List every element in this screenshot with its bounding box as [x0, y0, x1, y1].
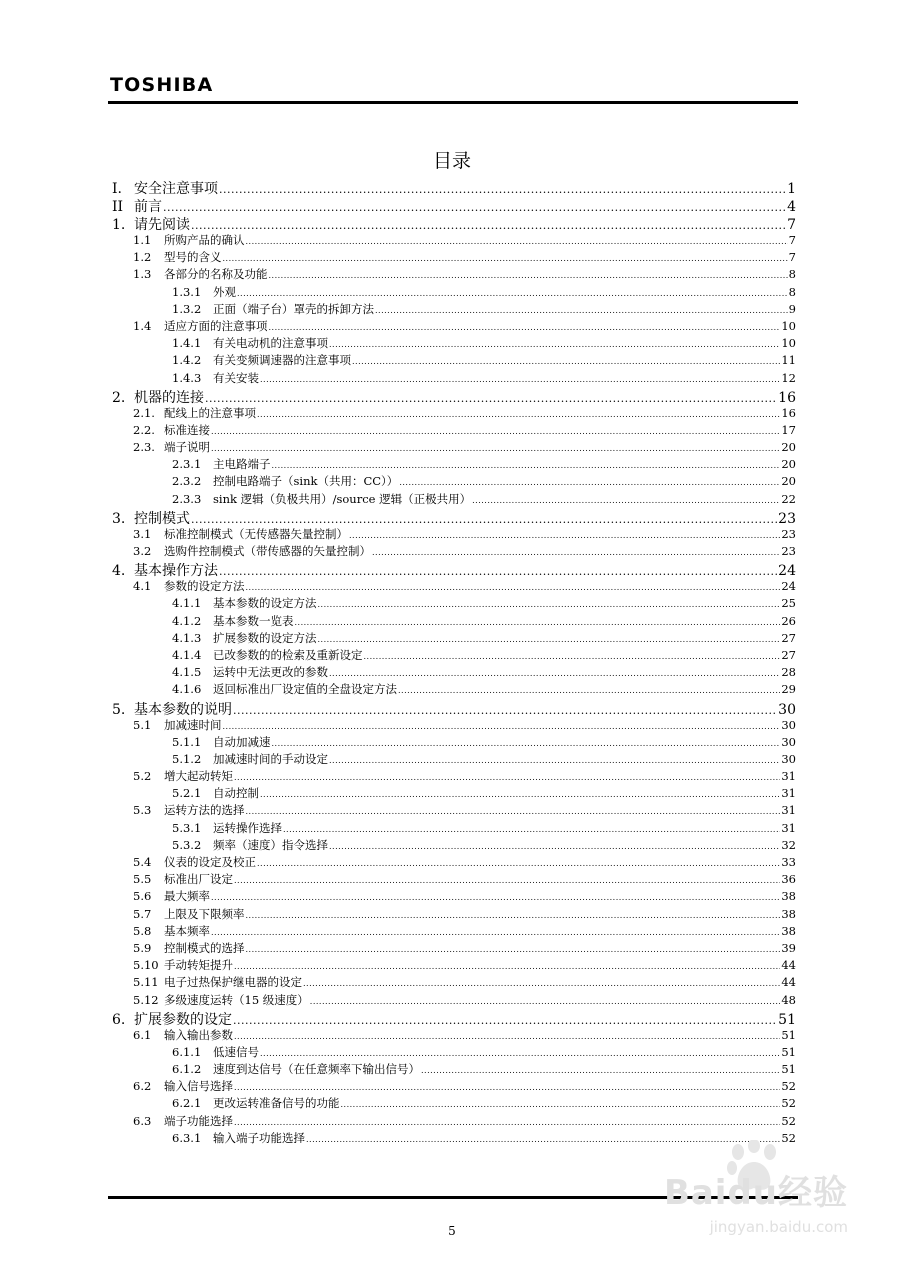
toc-entry-page: 44 — [781, 958, 796, 973]
toc-entry-number: 6.3 — [133, 1113, 152, 1128]
toc-dot-leader — [205, 392, 777, 405]
toc-entry-number: 1.4 — [133, 318, 152, 333]
toc-entry-title: 最大频率 — [164, 889, 210, 904]
toc-entry-number: 1.3.2 — [172, 301, 202, 316]
toc-entry[interactable] — [108, 802, 796, 819]
toc-entry-page: 16 — [781, 405, 796, 420]
toc-dot-leader — [352, 357, 780, 366]
toc-entry[interactable] — [108, 992, 796, 1009]
toc-entry-number: 5.7 — [133, 906, 152, 921]
toc-entry-title: 频率（速度）指令选择 — [213, 837, 328, 852]
toc-dot-leader — [306, 1135, 780, 1144]
toc-entry[interactable] — [108, 196, 796, 214]
toc-entry-number: 5.4 — [133, 855, 152, 869]
toc-dot-leader — [318, 635, 781, 644]
toc-dot-leader — [269, 271, 788, 280]
toc-entry-page: 51 — [781, 1044, 796, 1059]
watermark-url: jingyan.baidu.com — [709, 1218, 848, 1236]
toc-entry[interactable] — [108, 1113, 796, 1130]
toc-entry-page: 30 — [781, 734, 796, 749]
toc-entry-page: 51 — [781, 1027, 796, 1042]
toc-entry[interactable] — [108, 178, 796, 196]
toc-entry-number: 5.1 — [133, 717, 152, 732]
toc-dot-leader — [421, 1066, 780, 1075]
toc-entry-title: 自动加减速 — [213, 734, 271, 749]
toc-entry-title: 运转中无法更改的参数 — [213, 665, 328, 680]
toc-entry-number: 4. — [112, 563, 126, 579]
toc-entry[interactable] — [108, 1027, 796, 1044]
toc-entry-page: 23 — [778, 510, 796, 526]
toc-entry-number: 5.2.1 — [172, 786, 202, 801]
toc-entry-title: 有关安装 — [213, 370, 259, 385]
toc-entry-number: 5.5 — [133, 872, 152, 887]
toc-entry-number: 4.1 — [133, 579, 152, 594]
toc-entry-title: 手动转矩提升 — [164, 958, 233, 973]
toc-entry-title: 正面（端子台）罩壳的拆卸方法 — [213, 301, 374, 316]
toc-entry-page: 23 — [781, 526, 796, 541]
toc-entry-number: 6.2.1 — [172, 1096, 202, 1111]
toc-entry-number: 5.2 — [133, 769, 152, 784]
toc-entry[interactable] — [108, 439, 796, 456]
toc-entry-number: 5.1.1 — [172, 734, 202, 749]
toc-entry-page: 26 — [781, 613, 796, 628]
toc-entry[interactable] — [108, 352, 796, 369]
toc-entry-title: 基本频率 — [164, 923, 210, 938]
toc-entry-page: 8 — [788, 284, 796, 299]
toc-entry[interactable] — [108, 422, 796, 439]
toc-dot-leader — [233, 704, 777, 717]
toc-entry-title: 前言 — [134, 199, 162, 214]
toc-entry[interactable] — [108, 335, 796, 352]
toc-entry-title: 运转操作选择 — [213, 820, 282, 835]
toc-entry-title: 有关电动机的注意事项 — [213, 336, 328, 351]
toc-entry-title: 加减速时间 — [164, 717, 222, 732]
toc-entry-page: 9 — [788, 301, 796, 316]
toc-dot-leader — [272, 461, 781, 470]
toc-dot-leader — [303, 979, 780, 988]
toc-entry-page: 38 — [781, 889, 796, 904]
toc-dot-leader — [341, 1100, 781, 1109]
toc-entry[interactable] — [108, 301, 796, 318]
toc-entry-title: 加减速时间的手动设定 — [213, 751, 328, 766]
toc-entry-number: 3.1 — [133, 526, 152, 541]
toc-entry-title: 型号的含义 — [164, 250, 222, 265]
toc-entry-title: 配线上的注意事项 — [164, 405, 256, 420]
toc-entry-number: 4.1.1 — [172, 596, 202, 611]
toc-entry-page: 7 — [788, 233, 796, 247]
toc-entry-page: 4 — [787, 199, 796, 214]
toc-entry-page: 17 — [781, 422, 796, 437]
toc-entry[interactable] — [108, 526, 796, 543]
toc-entry-number: 1.4.2 — [172, 353, 202, 368]
toc-entry-number: 5.3 — [133, 803, 152, 818]
toc-dot-leader — [234, 876, 780, 885]
toc-dot-leader — [310, 997, 781, 1006]
toc-entry[interactable] — [108, 647, 796, 664]
toc-entry[interactable] — [108, 923, 796, 940]
toc-dot-leader — [234, 773, 780, 782]
toc-entry-title: 请先阅读 — [134, 217, 190, 232]
toc-entry[interactable] — [108, 266, 796, 283]
toc-entry-page: 52 — [781, 1113, 796, 1128]
toc-dot-leader — [211, 893, 780, 902]
toc-entry-title: 外观 — [213, 284, 236, 299]
toc-entry-page: 27 — [781, 647, 796, 662]
toc-entry-page: 32 — [781, 837, 796, 852]
toc-entry[interactable] — [108, 888, 796, 905]
toc-entry-title: 扩展参数的设定 — [134, 1011, 232, 1027]
toc-entry-page: 48 — [781, 992, 796, 1007]
toc-dot-leader — [472, 496, 780, 505]
toc-entry-page: 1 — [787, 181, 796, 196]
toc-entry-number: I. — [112, 181, 122, 196]
toc-entry-number: 1.3.1 — [172, 284, 202, 299]
toc-entry-title: 基本参数的设定方法 — [213, 596, 317, 611]
toc-entry-number: 1.2 — [133, 250, 152, 265]
watermark — [664, 1165, 848, 1236]
toc-entry-page: 52 — [781, 1079, 796, 1094]
toc-entry-title: 基本参数一览表 — [213, 613, 294, 628]
toc-entry[interactable] — [108, 1078, 796, 1095]
toc-entry-title: 安全注意事项 — [134, 181, 218, 196]
toc-entry-title: 自动控制 — [213, 786, 259, 801]
toc-entry-number: 5.11 — [133, 975, 159, 990]
toc-dot-leader — [257, 859, 780, 868]
toc-entry-title: 输入输出参数 — [164, 1027, 233, 1042]
toc-entry-title: 输入端子功能选择 — [213, 1130, 305, 1145]
toc-entry[interactable] — [108, 734, 796, 751]
toc-dot-leader — [234, 962, 780, 971]
toc-entry-number: 2.3.1 — [172, 457, 202, 472]
toc-dot-leader — [398, 686, 780, 695]
toc-entry-title: 控制模式的选择 — [164, 940, 245, 955]
toc-entry-title: 有关变频调速器的注意事项 — [213, 353, 351, 368]
toc-dot-leader — [318, 600, 781, 609]
toc-entry[interactable] — [108, 974, 796, 991]
toc-entry-page: 52 — [781, 1096, 796, 1111]
toc-entry-title: 输入信号选择 — [164, 1079, 233, 1094]
toc-entry-number: 3.2 — [133, 544, 152, 558]
toc-entry-number: 1.3 — [133, 267, 152, 282]
toc-entry-title: 基本操作方法 — [134, 563, 218, 579]
toc-entry-number: 4.1.5 — [172, 665, 202, 680]
toc-entry[interactable] — [108, 370, 796, 387]
toc-dot-leader — [329, 669, 780, 678]
toc-entry-number: 4.1.4 — [172, 647, 202, 662]
toc-dot-leader — [211, 444, 780, 453]
toc-entry[interactable] — [108, 854, 796, 871]
toc-entry-title: 主电路端子 — [213, 457, 271, 472]
toc-entry-title: 运转方法的选择 — [164, 803, 245, 818]
toc-entry[interactable] — [108, 1061, 796, 1078]
toc-dot-leader — [219, 183, 786, 196]
toc-entry-title: 标准出厂设定 — [164, 872, 233, 887]
toc-dot-leader — [260, 1049, 780, 1058]
toc-dot-leader — [246, 807, 781, 816]
toc-entry-page: 31 — [781, 803, 796, 818]
toc-entry-number: 6. — [112, 1011, 126, 1027]
toc-entry-page: 30 — [781, 717, 796, 732]
toc-dot-leader — [329, 842, 780, 851]
toc-entry-number: 4.1.6 — [172, 682, 202, 697]
toc-entry-page: 30 — [778, 701, 796, 717]
toc-entry-page: 29 — [781, 682, 796, 697]
toc-entry[interactable] — [108, 543, 796, 560]
toc-entry-title: 参数的设定方法 — [164, 579, 245, 594]
toc-entry-title: 电子过热保护继电器的设定 — [164, 975, 302, 990]
toc-entry-page: 44 — [781, 975, 796, 990]
toc-entry-title: 标准连接 — [164, 422, 210, 437]
toc-entry-number: 4.1.2 — [172, 613, 202, 628]
toc-dot-leader — [372, 548, 780, 557]
toc-dot-leader — [234, 1118, 780, 1127]
toc-entry[interactable] — [108, 630, 796, 647]
toc-entry-title: 端子说明 — [164, 440, 210, 455]
toc-entry-number: 6.1.2 — [172, 1062, 202, 1077]
toc-entry[interactable] — [108, 578, 796, 595]
toc-entry[interactable] — [108, 717, 796, 734]
toc-entry-page: 28 — [781, 665, 796, 680]
toc-entry-title: 所购产品的确认 — [164, 233, 245, 247]
toc-entry[interactable] — [108, 906, 796, 923]
toc-entry-page: 23 — [781, 544, 796, 558]
toc-entry-number: 1.1 — [133, 233, 152, 247]
toc-entry[interactable] — [108, 405, 796, 422]
page-number: 5 — [448, 1224, 456, 1238]
toc-entry-number: 1.4.3 — [172, 370, 202, 385]
toc-entry[interactable] — [108, 1130, 796, 1147]
toc-entry-page: 20 — [781, 474, 796, 489]
toc-entry-number: 2.3.3 — [172, 491, 202, 506]
toc-entry-number: 1. — [112, 217, 126, 232]
toc-entry-title: 已改参数的的检索及重新设定 — [213, 647, 363, 662]
toc-dot-leader — [246, 583, 781, 592]
toc-dot-leader — [283, 825, 780, 834]
toc-dot-leader — [329, 340, 780, 349]
toc-entry[interactable] — [108, 940, 796, 957]
toc-entry[interactable] — [108, 508, 796, 526]
toc-entry-number: 5.1.2 — [172, 751, 202, 766]
toc-entry-number: 6.1.1 — [172, 1044, 202, 1059]
toc-entry-title: 仪表的设定及校正 — [164, 855, 256, 869]
toc-entry-title: 选购件控制模式（带传感器的矢量控制） — [164, 544, 371, 558]
toc-dot-leader — [234, 1032, 780, 1041]
toc-entry-page: 24 — [778, 563, 796, 579]
toc-entry-page: 51 — [778, 1011, 796, 1027]
toc-entry-number: 6.1 — [133, 1027, 152, 1042]
toc-entry-title: 控制模式 — [134, 510, 190, 526]
toc-dot-leader — [399, 478, 780, 487]
toc-entry-number: 5.9 — [133, 940, 152, 955]
toc-entry[interactable] — [108, 318, 796, 335]
toc-entry-number: 6.3.1 — [172, 1130, 202, 1145]
toc-entry-number: 5.12 — [133, 992, 159, 1007]
toc-entry-title: 端子功能选择 — [164, 1113, 233, 1128]
table-of-contents — [108, 178, 796, 1147]
toc-dot-leader — [349, 531, 780, 540]
toc-entry-number: 5.8 — [133, 923, 152, 938]
toc-entry-number: 4.1.3 — [172, 630, 202, 645]
toc-entry-page: 10 — [781, 318, 796, 333]
toc-entry-page: 7 — [788, 250, 796, 265]
toc-dot-leader — [233, 1014, 777, 1027]
toc-entry[interactable] — [108, 1095, 796, 1112]
toc-entry-page: 39 — [781, 940, 796, 955]
toc-entry-page: 22 — [781, 491, 796, 506]
toc-entry-page: 27 — [781, 630, 796, 645]
toc-dot-leader — [234, 1083, 780, 1092]
toc-entry-page: 7 — [787, 217, 796, 232]
toc-dot-leader — [223, 254, 788, 263]
toc-entry[interactable] — [108, 249, 796, 266]
toc-dot-leader — [295, 618, 781, 627]
toc-dot-leader — [223, 722, 781, 731]
toc-entry-title: 标准控制模式（无传感器矢量控制） — [164, 526, 348, 541]
toc-entry-page: 12 — [781, 370, 796, 385]
toc-entry[interactable] — [108, 456, 796, 473]
toc-entry-number: 2.1. — [133, 405, 155, 420]
toc-dot-leader — [191, 513, 777, 526]
toc-entry-title: 基本参数的说明 — [134, 701, 232, 717]
toc-dot-leader — [237, 289, 788, 298]
toc-entry-title: 机器的连接 — [134, 389, 204, 405]
toc-entry-title: 更改运转准备信号的功能 — [213, 1096, 340, 1111]
toc-entry-number: 2.2. — [133, 422, 155, 437]
brand-logo: TOSHIBA — [110, 74, 214, 96]
toc-entry[interactable] — [108, 284, 796, 301]
toc-entry-page: 52 — [781, 1130, 796, 1145]
toc-entry-number: 2. — [112, 389, 126, 405]
page-title: 目录 — [432, 150, 471, 172]
toc-entry-page: 38 — [781, 923, 796, 938]
toc-entry[interactable] — [108, 1044, 796, 1061]
toc-entry[interactable] — [108, 837, 796, 854]
toc-dot-leader — [269, 323, 781, 332]
toc-entry-title: 适应方面的注意事项 — [164, 318, 268, 333]
toc-entry[interactable] — [108, 785, 796, 802]
toc-entry[interactable] — [108, 1009, 796, 1027]
toc-dot-leader — [163, 201, 786, 214]
toc-entry[interactable] — [108, 664, 796, 681]
toc-entry[interactable] — [108, 595, 796, 612]
toc-entry-number: 5. — [112, 701, 126, 717]
toc-entry[interactable] — [108, 768, 796, 785]
toc-entry[interactable] — [108, 214, 796, 232]
toc-entry-page: 11 — [781, 353, 796, 368]
toc-dot-leader — [219, 565, 777, 578]
toc-dot-leader — [211, 427, 780, 436]
toc-entry-page: 8 — [788, 267, 796, 282]
toc-entry-number: II — [112, 199, 124, 214]
toc-dot-leader — [375, 306, 788, 315]
toc-entry-number: 5.6 — [133, 889, 152, 904]
toc-entry-page: 24 — [781, 579, 796, 594]
toc-entry-page: 33 — [781, 855, 796, 869]
toc-entry[interactable] — [108, 751, 796, 768]
toc-dot-leader — [246, 237, 788, 246]
toc-entry[interactable] — [108, 820, 796, 837]
toc-entry-page: 20 — [781, 457, 796, 472]
toc-dot-leader — [260, 375, 780, 384]
toc-entry-page: 51 — [781, 1062, 796, 1077]
toc-entry-title: 增大起动转矩 — [164, 769, 233, 784]
toc-dot-leader — [211, 928, 780, 937]
toc-entry-title: 低速信号 — [213, 1044, 259, 1059]
toc-dot-leader — [272, 739, 781, 748]
toc-dot-leader — [329, 756, 780, 765]
toc-entry-number: 5.3.1 — [172, 820, 202, 835]
toc-entry-page: 20 — [781, 440, 796, 455]
toc-entry-page: 30 — [781, 751, 796, 766]
toc-entry-page: 16 — [778, 389, 796, 405]
toc-entry-number: 1.4.1 — [172, 336, 202, 351]
toc-entry[interactable] — [108, 871, 796, 888]
toc-entry-page: 31 — [781, 820, 796, 835]
toc-entry[interactable] — [108, 699, 796, 717]
toc-entry[interactable] — [108, 491, 796, 508]
watermark-brand: Baidu经验 — [663, 1173, 848, 1213]
toc-entry-title: 多级速度运转（15 级速度） — [164, 992, 309, 1007]
toc-entry-page: 36 — [781, 872, 796, 887]
toc-entry-page: 25 — [781, 596, 796, 611]
toc-entry-number: 5.10 — [133, 958, 159, 973]
toc-dot-leader — [246, 911, 781, 920]
toc-entry-number: 2.3. — [133, 440, 155, 455]
toc-entry-page: 31 — [781, 769, 796, 784]
toc-entry[interactable] — [108, 232, 796, 249]
toc-dot-leader — [364, 652, 781, 661]
toc-entry[interactable] — [108, 681, 796, 698]
toc-entry[interactable] — [108, 387, 796, 405]
toc-dot-leader — [191, 219, 786, 232]
toc-entry-title: 上限及下限频率 — [164, 906, 245, 921]
toc-entry[interactable] — [108, 560, 796, 578]
toc-entry-page: 10 — [781, 336, 796, 351]
toc-entry[interactable] — [108, 957, 796, 974]
toc-entry-number: 3. — [112, 510, 126, 526]
toc-dot-leader — [260, 790, 780, 799]
toc-entry[interactable] — [108, 613, 796, 630]
toc-entry-number: 5.3.2 — [172, 837, 202, 852]
toc-entry-page: 38 — [781, 906, 796, 921]
toc-entry-title: 各部分的名称及功能 — [164, 267, 268, 282]
header-rule — [108, 101, 798, 104]
toc-entry-title: sink 逻辑（负极共用）/source 逻辑（正极共用） — [213, 491, 472, 506]
toc-entry-page: 31 — [781, 786, 796, 801]
toc-entry-title: 扩展参数的设定方法 — [213, 630, 317, 645]
toc-entry-number: 6.2 — [133, 1079, 152, 1094]
toc-dot-leader — [257, 410, 780, 419]
toc-entry-title: 控制电路端子（sink（共用：CC）） — [213, 474, 399, 489]
toc-dot-leader — [246, 945, 781, 954]
toc-entry-title: 速度到达信号（在任意频率下输出信号） — [213, 1062, 420, 1077]
toc-entry-title: 返回标准出厂设定值的全盘设定方法 — [213, 682, 397, 697]
toc-entry-number: 2.3.2 — [172, 474, 202, 489]
toc-entry[interactable] — [108, 473, 796, 490]
